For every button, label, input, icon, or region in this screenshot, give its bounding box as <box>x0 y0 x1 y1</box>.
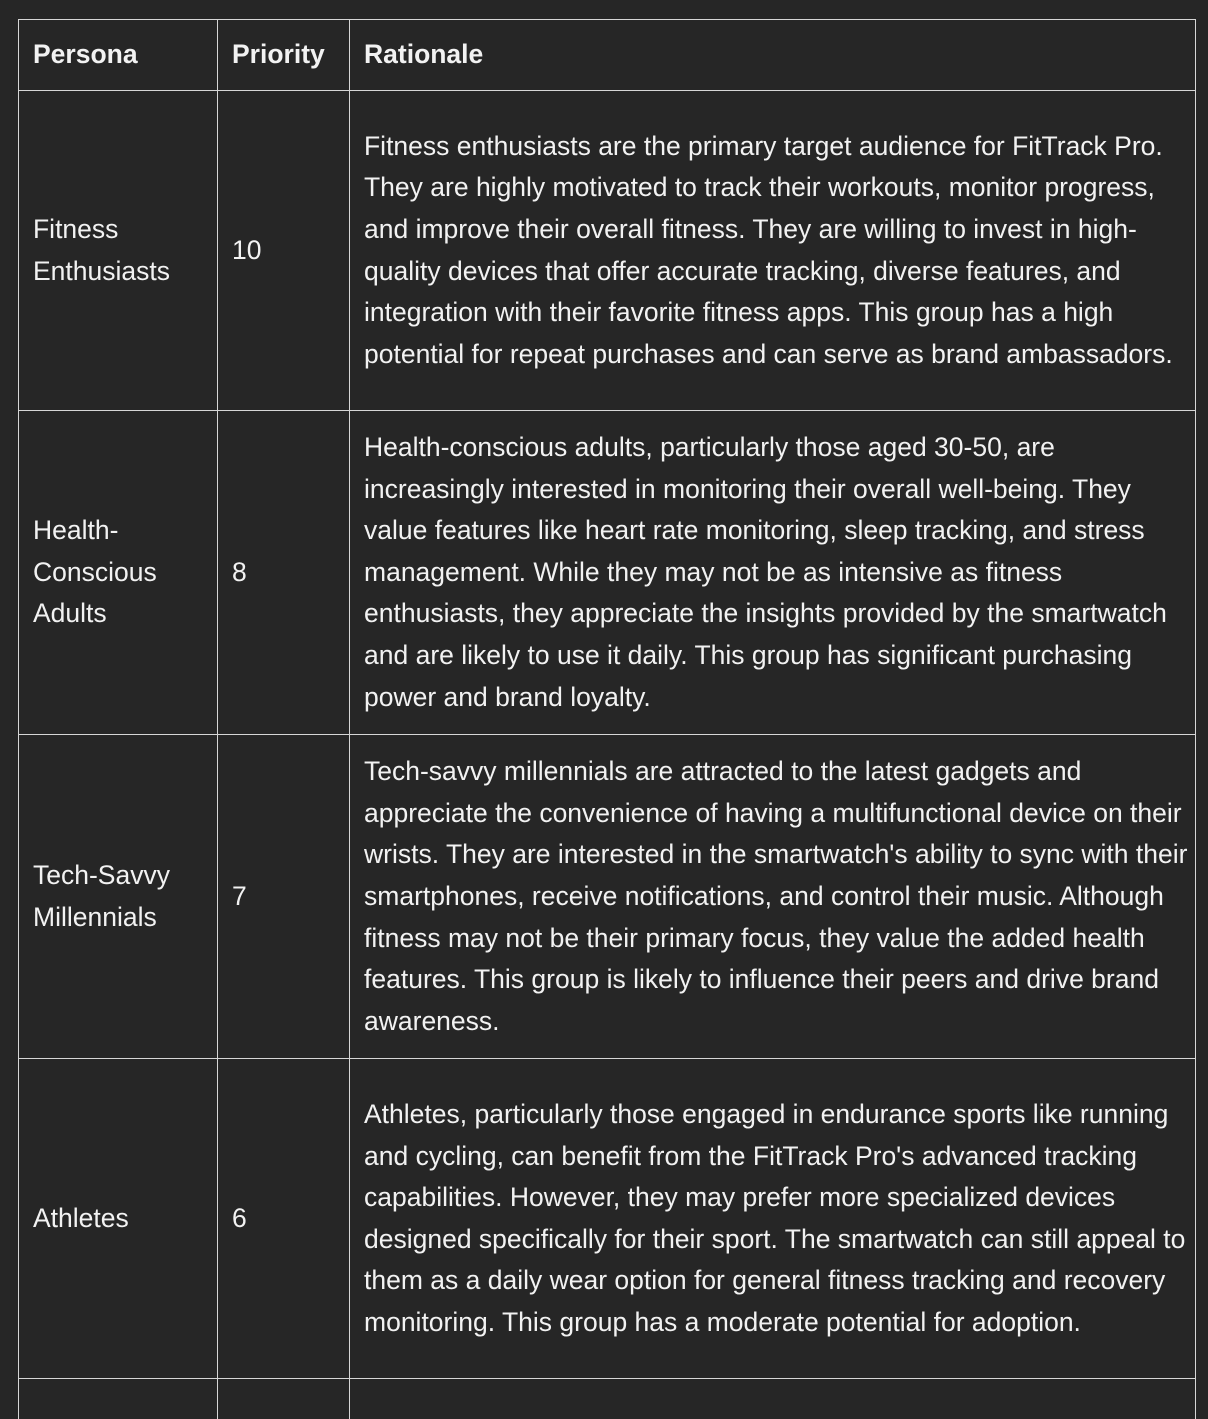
priority-cell: 7 <box>218 735 350 1059</box>
rationale-cell: Athletes, particularly those engaged in endurance sports like running and cycling, can benefit from the FitTrack Pro's advanced tracking capabilities. However, they may prefer more specialized devices designed specifically for their sport. The smartwatch can still appeal to them as a daily wear option for general fitness tracking and recovery monitoring. This group has a moderate potential for adoption. <box>350 1059 1196 1379</box>
rationale-cell: Tech-savvy millennials are attracted to the latest gadgets and appreciate the convenience of having a multifunctional device on their wrists. They are interested in the smartwatch's ability to sync with their smartphones, receive notifications, and control their music. Although fitness may not be their primary focus, they value the added health features. This group is likely to influence their peers and drive brand awareness. <box>350 735 1196 1059</box>
persona-cell: Fitness Enthusiasts <box>19 91 218 411</box>
priority-cell: 10 <box>218 91 350 411</box>
table-row <box>19 735 1196 1059</box>
persona-cell: Tech-Savvy Millennials <box>19 735 218 1059</box>
persona-priority-table <box>18 19 1196 1419</box>
persona-table-container <box>18 19 1195 1419</box>
header-persona: Persona <box>19 20 218 91</box>
rationale-cell: Health-conscious adults, particularly those aged 30-50, are increasingly interested in monitoring their overall well-being. They value features like heart rate monitoring, sleep tracking, and stress management. While they may not be as intensive as fitness enthusiasts, they appreciate the insights provided by the smartwatch and are likely to use it daily. This group has significant purchasing power and brand loyalty. <box>350 411 1196 735</box>
header-priority: Priority <box>218 20 350 91</box>
persona-cell: Health-Conscious Adults <box>19 411 218 735</box>
priority-cell: 8 <box>218 411 350 735</box>
rationale-cell-empty <box>350 1379 1196 1419</box>
rationale-cell: Fitness enthusiasts are the primary target audience for FitTrack Pro. They are highly motivated to track their workouts, monitor progress, and improve their overall fitness. They are willing to invest in high-quality devices that offer accurate tracking, diverse features, and integration with their favorite fitness apps. This group has a high potential for repeat purchases and can serve as brand ambassadors. <box>350 91 1196 411</box>
table-row-partial <box>19 1379 1196 1419</box>
persona-cell-empty <box>19 1379 218 1419</box>
table-header-row <box>19 20 1196 91</box>
persona-cell: Athletes <box>19 1059 218 1379</box>
priority-cell: 6 <box>218 1059 350 1379</box>
header-rationale: Rationale <box>350 20 1196 91</box>
table-row <box>19 1059 1196 1379</box>
priority-cell-empty <box>218 1379 350 1419</box>
table-row <box>19 91 1196 411</box>
table-row <box>19 411 1196 735</box>
